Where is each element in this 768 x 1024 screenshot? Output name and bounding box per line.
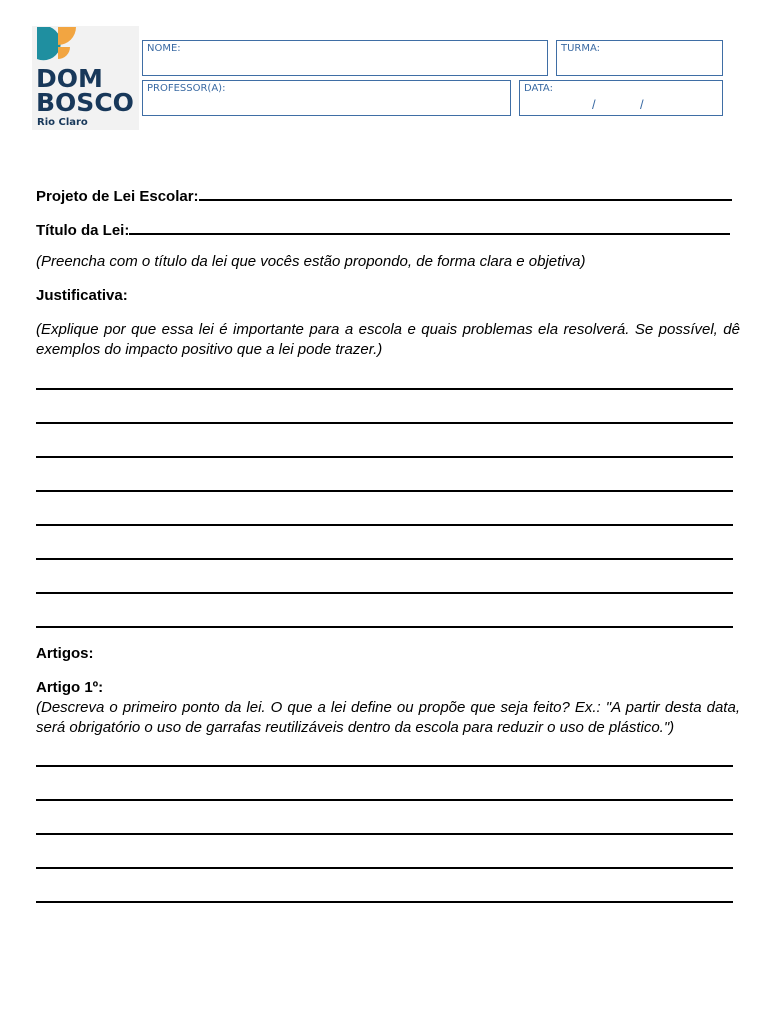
justificativa-label: Justificativa: (36, 287, 128, 304)
form-header (0, 0, 768, 140)
data-label: DATA: (524, 83, 553, 94)
answer-line[interactable] (36, 490, 733, 492)
nome-label: NOME: (147, 43, 181, 54)
answer-line[interactable] (36, 388, 733, 390)
answer-line[interactable] (36, 558, 733, 560)
justificativa-hint: (Explique por que essa lei é importante para a escola e quais problemas ela resolverá. Se possível, dê exemplos do impacto positivo que a lei pode trazer.) (36, 321, 740, 358)
logo-mark-icon (36, 26, 82, 64)
projeto-blank[interactable] (199, 185, 732, 201)
professor-label: PROFESSOR(A): (147, 83, 226, 94)
answer-line[interactable] (36, 867, 733, 869)
logo-text-bosco: BOSCO (36, 88, 134, 117)
answer-line[interactable] (36, 833, 733, 835)
titulo-hint: (Preencha com o título da lei que vocês estão propondo, de forma clara e objetiva) (36, 253, 586, 270)
answer-line[interactable] (36, 422, 733, 424)
date-separator: / (592, 97, 596, 112)
logo-city: Rio Claro (37, 117, 88, 128)
answer-line[interactable] (36, 799, 733, 801)
projeto-label: Projeto de Lei Escolar: (36, 188, 199, 205)
data-field[interactable] (519, 80, 723, 116)
dom-bosco-logo (32, 26, 139, 130)
nome-field[interactable] (142, 40, 548, 76)
titulo-blank[interactable] (129, 219, 730, 235)
answer-line[interactable] (36, 901, 733, 903)
professor-field[interactable] (142, 80, 511, 116)
turma-field[interactable] (556, 40, 723, 76)
projeto-line (36, 185, 732, 205)
answer-line[interactable] (36, 524, 733, 526)
artigos-label: Artigos: (36, 645, 94, 662)
titulo-label: Título da Lei: (36, 222, 130, 239)
artigo1-label: Artigo 1º: (36, 679, 104, 696)
turma-label: TURMA: (561, 43, 601, 54)
artigo1-hint: (Descreva o primeiro ponto da lei. O que a lei define ou propõe que seja feito? Ex.: "A partir desta data, será obrigatório o uso de garrafas reutilizáveis dentro da escola para reduzir o uso de plástico.") (36, 699, 740, 736)
answer-line[interactable] (36, 456, 733, 458)
logo-text-dom: DOM (36, 64, 103, 93)
titulo-line (36, 219, 730, 239)
answer-line[interactable] (36, 626, 733, 628)
date-separator: / (640, 97, 644, 112)
answer-line[interactable] (36, 765, 733, 767)
answer-line[interactable] (36, 592, 733, 594)
